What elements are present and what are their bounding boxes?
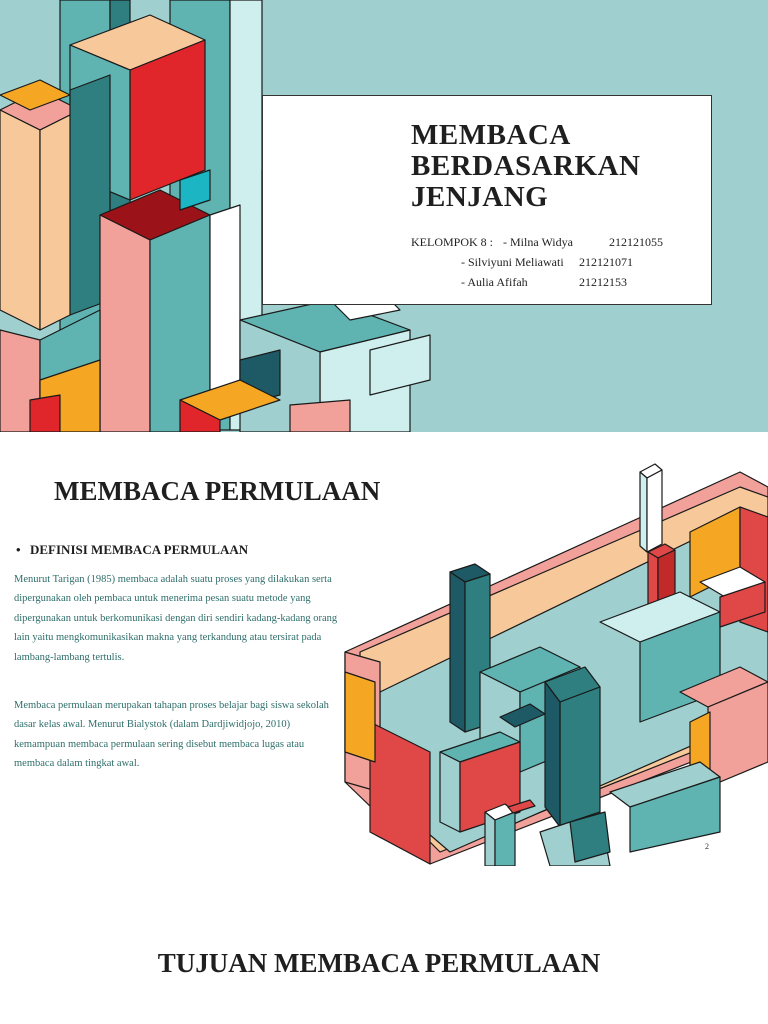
bullet-icon: •	[16, 542, 21, 557]
member-id: 21212153	[579, 275, 627, 289]
title-card	[262, 95, 712, 305]
title-line: JENJANG	[411, 181, 549, 213]
definition-paragraph: Membaca permulaan merupakan tahapan proses belajar bagi siswa sekolah dasar kelas awal. Menurut Bialystok (dalam Dardjiwidjojo, 2010) kemampuan membaca permulaan sering disebut membaca lugas atau membaca dalam tingkat awal.	[14, 700, 329, 770]
member-name: - Aulia Afifah	[461, 275, 528, 289]
section-title: TUJUAN MEMBACA PERMULAAN	[157, 948, 601, 978]
page-number: 2	[705, 842, 709, 851]
bullet-text: DEFINISI MEMBACA PERMULAAN	[30, 542, 249, 557]
title-slide	[0, 0, 768, 432]
definition-paragraph: Menurut Tarigan (1985) membaca adalah suatu proses yang dilakukan serta dipergunakan oleh pembaca untuk menerima pesan suatu metode yang dipergunakan untuk berkomunikasi dengan diri sendiri kadang-kadang orang lain yaitu mengkomunikasikan makna yang terkandung atau tersirat pada lambang-lambang tertulis.	[14, 574, 338, 663]
group-label: KELOMPOK 8 :	[411, 235, 494, 249]
member-name: - Milna Widya	[503, 235, 573, 249]
member-id: 212121071	[579, 255, 633, 269]
bullet-heading	[16, 542, 248, 558]
definition-slide	[0, 432, 768, 866]
section-title: MEMBACA PERMULAAN	[54, 476, 381, 506]
title-line: BERDASARKAN	[411, 150, 641, 182]
title-line: MEMBACA	[411, 119, 571, 151]
objectives-slide	[0, 866, 768, 1024]
presentation-title	[411, 120, 640, 213]
member-name: - Silviyuni Meliawati	[461, 255, 564, 269]
member-id: 212121055	[609, 235, 663, 249]
